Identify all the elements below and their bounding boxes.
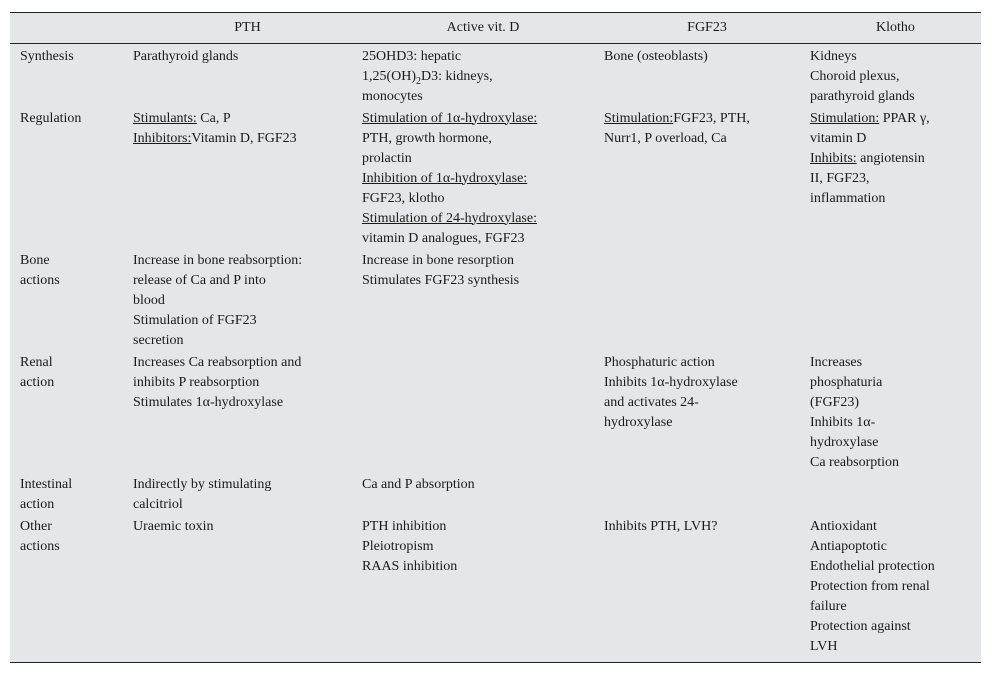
cell-line: parathyroid glands — [810, 88, 915, 104]
cell-line: (FGF23) — [810, 394, 860, 410]
row-label-line: Other — [20, 518, 52, 534]
cell-line: Stimulation: PPAR γ, — [810, 110, 930, 126]
cell-klotho — [810, 351, 981, 473]
row-label-line: Renal — [20, 354, 53, 370]
cell-line: Increase in bone reabsorption: — [133, 252, 303, 268]
cell-active-vit-d — [362, 473, 604, 515]
row-label-line: Intestinal — [20, 476, 73, 492]
cell-line: Stimulation:FGF23, PTH, — [604, 110, 750, 126]
row-label-line: Bone — [20, 252, 50, 268]
cell-pth — [133, 249, 362, 351]
cell-klotho — [810, 107, 981, 249]
underlined-term: Stimulation: — [810, 110, 880, 126]
cell-klotho — [810, 43, 981, 107]
cell-line: vitamin D — [810, 130, 867, 146]
cell-pth — [133, 515, 362, 664]
cell-line: phosphaturia — [810, 374, 883, 390]
comparison-table — [10, 12, 981, 663]
cell-line: Nurr1, P overload, Ca — [604, 130, 727, 146]
cell-line: Protection against — [810, 618, 911, 634]
cell-line: hydroxylase — [604, 414, 673, 430]
cell-pth — [133, 473, 362, 515]
row-label-line: actions — [20, 538, 60, 554]
cell-line: Pleiotropism — [362, 538, 434, 554]
cell-line: monocytes — [362, 88, 423, 104]
cell-line: Stimulation of FGF23 — [133, 312, 257, 328]
cell-active-vit-d — [362, 249, 604, 351]
cell-fgf23 — [604, 107, 810, 249]
cell-fgf23 — [604, 473, 810, 515]
cell-active-vit-d — [362, 43, 604, 107]
cell-line: Inhibits PTH, LVH? — [604, 518, 718, 534]
cell-line: Inhibits: angiotensin — [810, 150, 925, 166]
header-active-vit-d: Active vit. D — [446, 19, 520, 35]
cell-klotho — [810, 473, 981, 515]
cell-line — [362, 209, 604, 229]
cell-line: Inhibits 1α-hydroxylase — [604, 374, 738, 390]
cell-line: Kidneys — [810, 48, 857, 64]
cell-fgf23 — [604, 249, 810, 351]
row-label-line: action — [20, 374, 55, 390]
underlined-term: Stimulation of 1α-hydroxylase: — [362, 110, 538, 126]
cell-line: inhibits P reabsorption — [133, 374, 260, 390]
row-label — [10, 351, 133, 473]
cell-line: blood — [133, 292, 165, 308]
cell-line: and activates 24- — [604, 394, 699, 410]
cell-line: secretion — [133, 332, 184, 348]
table-row — [10, 351, 981, 473]
cell-line: Endothelial protection — [810, 558, 935, 574]
cell-pth — [133, 351, 362, 473]
header-row — [10, 13, 981, 43]
cell-line: Ca reabsorption — [810, 454, 900, 470]
row-label-line: Regulation — [20, 110, 82, 126]
table-row — [10, 249, 981, 351]
cell-pth — [133, 43, 362, 107]
underlined-term: Stimulation of 24-hydroxylase: — [362, 210, 537, 226]
cell-line: PTH inhibition — [362, 518, 447, 534]
cell-line: Antioxidant — [810, 518, 877, 534]
cell-line: Antiapoptotic — [810, 538, 887, 554]
cell-line: prolactin — [362, 150, 412, 166]
table-row — [10, 107, 981, 249]
cell-active-vit-d — [362, 107, 604, 249]
table — [10, 13, 981, 664]
cell-fgf23 — [604, 351, 810, 473]
cell-line: FGF23, klotho — [362, 190, 445, 206]
cell-line — [362, 109, 604, 129]
cell-line: Parathyroid glands — [133, 48, 239, 64]
row-label — [10, 473, 133, 515]
cell-line: Choroid plexus, — [810, 68, 900, 84]
underlined-term: Inhibition of 1α-hydroxylase: — [362, 170, 528, 186]
cell-line: II, FGF23, — [810, 170, 870, 186]
table-row — [10, 515, 981, 664]
header-klotho: Klotho — [876, 19, 915, 35]
cell-line: Uraemic toxin — [133, 518, 214, 534]
cell-active-vit-d — [362, 351, 604, 473]
header-fgf23: FGF23 — [687, 19, 727, 35]
cell-line: Inhibits 1α- — [810, 414, 876, 430]
underlined-term: Stimulants: — [133, 110, 197, 126]
row-label — [10, 249, 133, 351]
cell-line: PTH, growth hormone, — [362, 130, 492, 146]
cell-pth — [133, 107, 362, 249]
cell-line: LVH — [810, 638, 838, 654]
cell-fgf23 — [604, 515, 810, 664]
cell-line: Increases — [810, 354, 863, 370]
cell-line: $1,25(OH)_2D3$: kidneys, — [362, 68, 493, 87]
cell-line: Stimulates FGF23 synthesis — [362, 272, 520, 288]
cell-line: inflammation — [810, 190, 886, 206]
cell-line: calcitriol — [133, 496, 183, 512]
row-label-line: Synthesis — [20, 48, 74, 64]
header-row-label — [10, 13, 133, 43]
cell-line: Inhibitors:Vitamin D, FGF23 — [133, 130, 297, 146]
cell-line: Ca and P absorption — [362, 476, 475, 492]
cell-line: Stimulants: Ca, P — [133, 110, 231, 126]
cell-klotho — [810, 515, 981, 664]
table-row — [10, 473, 981, 515]
cell-line: vitamin D analogues, FGF23 — [362, 230, 525, 246]
cell-fgf23 — [604, 43, 810, 107]
row-label — [10, 107, 133, 249]
cell-line: hydroxylase — [810, 434, 879, 450]
cell-klotho — [810, 249, 981, 351]
cell-line: Stimulates 1α-hydroxylase — [133, 394, 284, 410]
cell-line — [362, 169, 604, 189]
cell-line: Phosphaturic action — [604, 354, 715, 370]
cell-line: Bone (osteoblasts) — [604, 48, 708, 64]
row-label — [10, 515, 133, 664]
cell-line: Increase in bone resorption — [362, 252, 514, 268]
row-label-line: action — [20, 496, 55, 512]
cell-line: Protection from renal — [810, 578, 930, 594]
cell-line: 25OHD3: hepatic — [362, 48, 462, 64]
table-row — [10, 43, 981, 107]
cell-line: Increases Ca reabsorption and — [133, 354, 302, 370]
underlined-term: Stimulation: — [604, 110, 674, 126]
cell-active-vit-d — [362, 515, 604, 664]
row-label-line: actions — [20, 272, 60, 288]
cell-line: Indirectly by stimulating — [133, 476, 272, 492]
header-pth: PTH — [234, 19, 261, 35]
table-body — [10, 43, 981, 664]
row-label — [10, 43, 133, 107]
cell-line: RAAS inhibition — [362, 558, 458, 574]
subscript: 2 — [416, 75, 422, 87]
cell-line: release of Ca and P into — [133, 272, 266, 288]
underlined-term: Inhibitors: — [133, 130, 192, 146]
cell-line: failure — [810, 598, 847, 614]
underlined-term: Inhibits: — [810, 150, 857, 166]
